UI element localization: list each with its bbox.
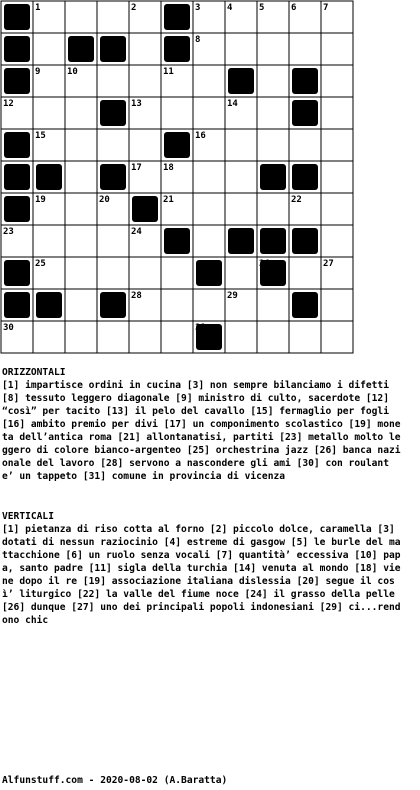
white-cell[interactable] <box>225 129 257 161</box>
cell-number: 23 <box>3 227 14 237</box>
cell-number: 9 <box>35 67 41 77</box>
white-cell[interactable] <box>33 225 65 257</box>
white-cell[interactable] <box>225 321 257 353</box>
white-cell[interactable] <box>225 257 257 289</box>
cell-number: 28 <box>131 291 142 301</box>
black-cell-fill <box>100 100 126 126</box>
footer-credit: Alfunstuff.com - 2020-08-02 (A.Baratta) <box>2 775 228 786</box>
white-cell[interactable] <box>97 129 129 161</box>
crossword-svg <box>0 0 354 354</box>
white-cell[interactable] <box>321 65 353 97</box>
white-cell[interactable] <box>65 321 97 353</box>
white-cell[interactable] <box>65 97 97 129</box>
white-cell[interactable] <box>129 129 161 161</box>
white-cell[interactable] <box>97 321 129 353</box>
white-cell[interactable] <box>225 193 257 225</box>
cell-number: 3 <box>195 3 201 13</box>
white-cell[interactable] <box>289 33 321 65</box>
white-cell[interactable] <box>257 97 289 129</box>
white-cell[interactable] <box>193 225 225 257</box>
white-cell[interactable] <box>161 321 193 353</box>
cell-number: 31 <box>195 323 206 333</box>
cell-number: 6 <box>291 3 297 13</box>
black-cell-fill <box>68 36 94 62</box>
cell-number: 20 <box>99 195 110 205</box>
black-cell-fill <box>100 292 126 318</box>
white-cell[interactable] <box>321 97 353 129</box>
white-cell[interactable] <box>129 65 161 97</box>
cell-number: 1 <box>35 3 41 13</box>
cell-number: 30 <box>3 323 14 333</box>
white-cell[interactable] <box>321 33 353 65</box>
white-cell[interactable] <box>193 193 225 225</box>
cell-number: 25 <box>35 259 46 269</box>
black-cell-fill <box>4 4 30 30</box>
black-cell-fill <box>260 228 286 254</box>
white-cell[interactable] <box>33 97 65 129</box>
white-cell[interactable] <box>65 225 97 257</box>
white-cell[interactable] <box>97 65 129 97</box>
across-clues-text: [1] impartisce ordini in cucina [3] non sempre bilanciamo i difetti [8] tessuto leggero diagonale [9] ministro di culto, sacerdote [12] “così” per tacito [13] il pelo del cavallo [15] fermaglio per fogli [16] ambito premio per divi [17] un componimento scolastico [19] moneta dell’antica roma [21] allontanatisi, partiti [23] metallo molto leggero di colore bianco-argenteo [25] orchestrina jazz [26] banca nazionale del lavoro [28] servono a nascondere gli ami [30] con roulant e’ un tappeto [31] comune in provincia di vicenza <box>2 380 401 482</box>
white-cell[interactable] <box>193 161 225 193</box>
white-cell[interactable] <box>321 129 353 161</box>
cell-number: 5 <box>259 3 265 13</box>
white-cell[interactable] <box>193 97 225 129</box>
white-cell[interactable] <box>161 257 193 289</box>
white-cell[interactable] <box>65 289 97 321</box>
white-cell[interactable] <box>129 33 161 65</box>
cell-number: 2 <box>131 3 137 13</box>
white-cell[interactable] <box>257 289 289 321</box>
white-cell[interactable] <box>97 225 129 257</box>
cell-number: 27 <box>323 259 334 269</box>
black-cell-fill <box>4 132 30 158</box>
white-cell[interactable] <box>257 129 289 161</box>
white-cell[interactable] <box>321 321 353 353</box>
cell-number: 18 <box>163 163 174 173</box>
white-cell[interactable] <box>289 129 321 161</box>
white-cell[interactable] <box>65 1 97 33</box>
white-cell[interactable] <box>97 1 129 33</box>
black-cell-fill <box>196 260 222 286</box>
down-clues-section <box>2 510 402 627</box>
white-cell[interactable] <box>321 289 353 321</box>
black-cell-fill <box>100 164 126 190</box>
black-cell-fill <box>100 36 126 62</box>
black-cell-fill <box>4 260 30 286</box>
white-cell[interactable] <box>289 321 321 353</box>
black-cell-fill <box>260 164 286 190</box>
black-cell-fill <box>164 36 190 62</box>
white-cell[interactable] <box>225 33 257 65</box>
cell-number: 17 <box>131 163 142 173</box>
white-cell[interactable] <box>257 65 289 97</box>
cell-number: 19 <box>35 195 46 205</box>
white-cell[interactable] <box>193 65 225 97</box>
black-cell-fill <box>4 292 30 318</box>
white-cell[interactable] <box>65 129 97 161</box>
white-cell[interactable] <box>161 97 193 129</box>
cell-number: 15 <box>35 131 46 141</box>
across-title: ORIZZONTALI <box>2 367 66 378</box>
cell-number: 26 <box>259 259 270 269</box>
black-cell-fill <box>4 164 30 190</box>
black-cell-fill <box>228 68 254 94</box>
white-cell[interactable] <box>65 161 97 193</box>
cell-number: 24 <box>131 227 142 237</box>
black-cell-fill <box>292 228 318 254</box>
white-cell[interactable] <box>161 289 193 321</box>
black-cell-fill <box>164 4 190 30</box>
white-cell[interactable] <box>33 321 65 353</box>
white-cell[interactable] <box>33 33 65 65</box>
black-cell-fill <box>164 228 190 254</box>
white-cell[interactable] <box>97 257 129 289</box>
black-cell-fill <box>292 164 318 190</box>
black-cell-fill <box>292 100 318 126</box>
black-cell-fill <box>4 68 30 94</box>
cell-number: 12 <box>3 99 14 109</box>
black-cell-fill <box>4 36 30 62</box>
black-cell-fill <box>164 132 190 158</box>
across-clues-section <box>2 366 402 483</box>
cell-number: 4 <box>227 3 233 13</box>
black-cell-fill <box>228 228 254 254</box>
black-cell-fill <box>292 292 318 318</box>
black-cell-fill <box>36 292 62 318</box>
white-cell[interactable] <box>65 193 97 225</box>
white-cell[interactable] <box>193 289 225 321</box>
cell-number: 8 <box>195 35 201 45</box>
black-cell-fill <box>292 68 318 94</box>
crossword-grid <box>0 0 353 353</box>
cell-number: 29 <box>227 291 238 301</box>
white-cell[interactable] <box>321 193 353 225</box>
white-cell[interactable] <box>321 225 353 257</box>
cell-number: 10 <box>67 67 78 77</box>
cell-number: 7 <box>323 3 329 13</box>
cell-number: 11 <box>163 67 174 77</box>
cell-number: 22 <box>291 195 302 205</box>
white-cell[interactable] <box>129 257 161 289</box>
white-cell[interactable] <box>257 33 289 65</box>
white-cell[interactable] <box>225 161 257 193</box>
white-cell[interactable] <box>65 257 97 289</box>
white-cell[interactable] <box>289 257 321 289</box>
cell-number: 14 <box>227 99 238 109</box>
down-clues-text: [1] pietanza di riso cotta al forno [2] piccolo dolce, caramella [3] dotati di nessun raziocinio [4] estreme di gasgow [5] le burle del mattacchione [6] un ruolo senza vocali [7] quantità’ eccessiva [10] papa, santo padre [11] sigla della turchia [14] venuta al mondo [18] viene dopo il re [19] associazione italiana dislessia [20] segue il così’ liturgico [22] la valle del fiume noce [24] il grasso della pelle [26] dunque [27] uno dei principali popoli indonesiani [29] ci...rendono chic <box>2 524 401 626</box>
down-title: VERTICALI <box>2 511 54 522</box>
cell-number: 21 <box>163 195 174 205</box>
black-cell-fill <box>4 196 30 222</box>
black-cell-fill <box>132 196 158 222</box>
cell-number: 13 <box>131 99 142 109</box>
black-cell-fill <box>36 164 62 190</box>
white-cell[interactable] <box>129 321 161 353</box>
white-cell[interactable] <box>257 321 289 353</box>
white-cell[interactable] <box>321 161 353 193</box>
white-cell[interactable] <box>257 193 289 225</box>
cell-number: 16 <box>195 131 206 141</box>
